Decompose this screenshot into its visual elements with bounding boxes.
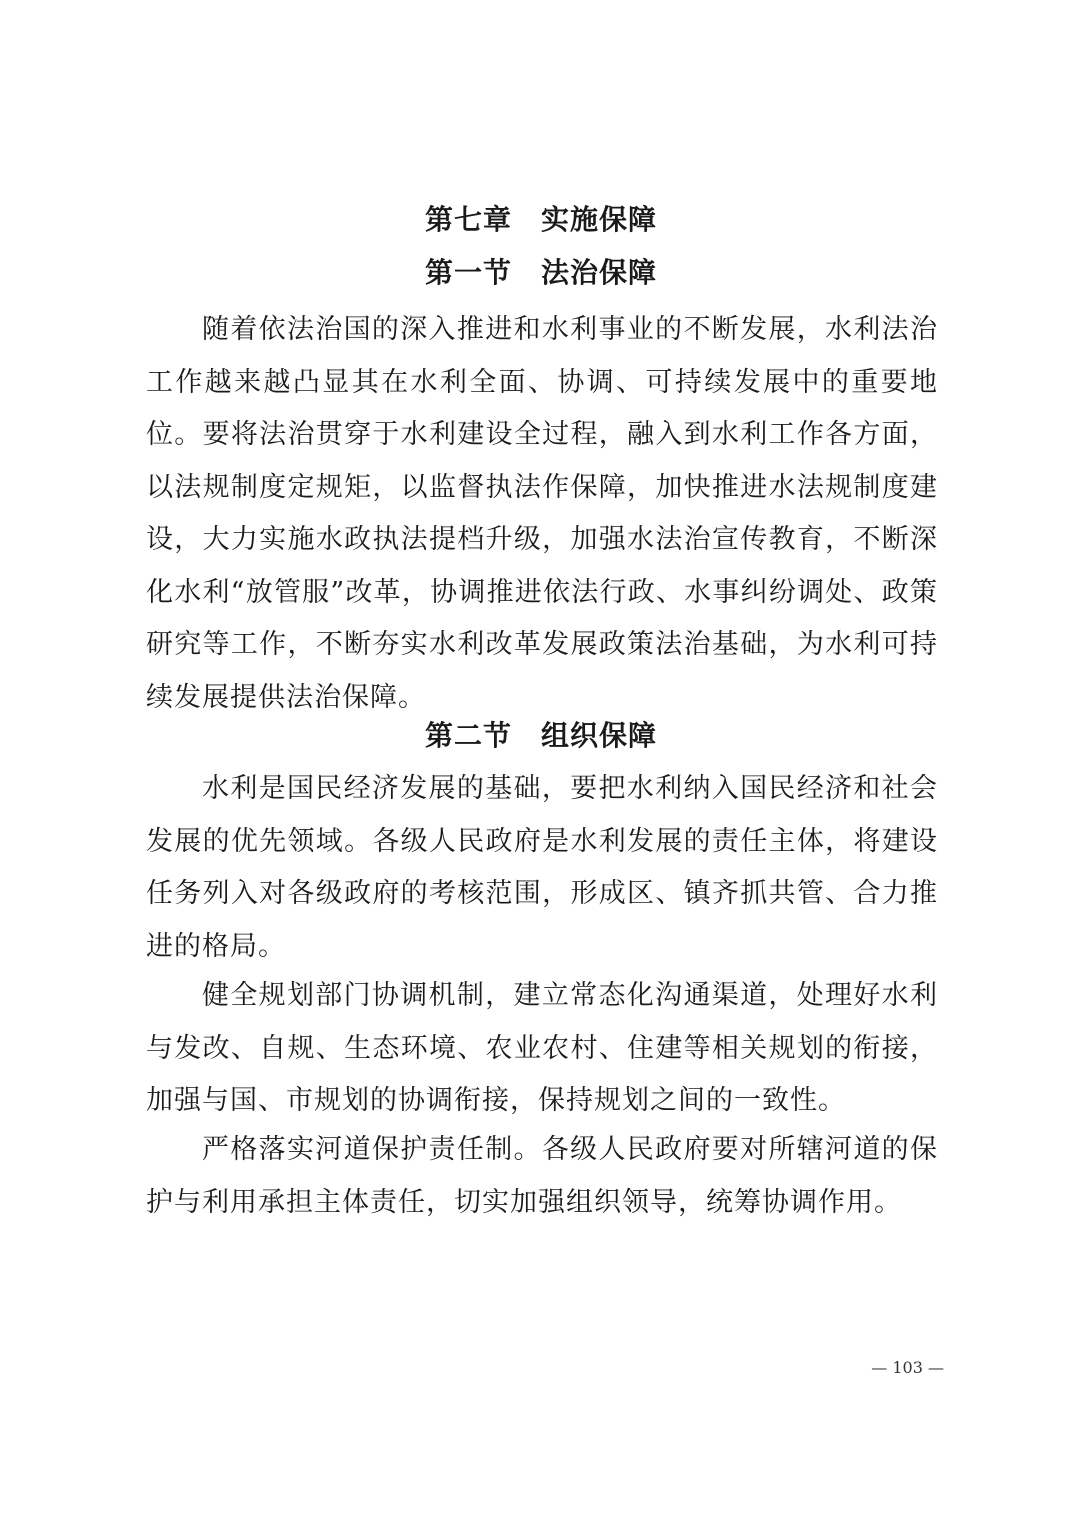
chapter-title: 第七章 实施保障 — [424, 203, 657, 236]
paragraph-river-protection: 严格落实河道保护责任制。各级人民政府要对所辖河道的保护与利用承担主体责任，切实加强组织领导，统筹协调作用。 — [146, 1134, 938, 1218]
page-number: — 103 — — [871, 1358, 944, 1377]
paragraph-coordination-mechanism: 健全规划部门协调机制，建立常态化沟通渠道，处理好水利与发改、自规、生态环境、农业农村、住建等相关规划的衔接，加强与国、市规划的协调衔接，保持规划之间的一致性。 — [146, 980, 938, 1116]
paragraph-organization-foundation: 水利是国民经济发展的基础，要把水利纳入国民经济和社会发展的优先领域。各级人民政府是水利发展的责任主体，将建设任务列入对各级政府的考核范围，形成区、镇齐抓共管、合力推进的格局。 — [146, 773, 938, 962]
section-title-rule-of-law: 第一节 法治保障 — [424, 256, 657, 289]
paragraph-rule-of-law: 随着依法治国的深入推进和水利事业的不断发展，水利法治工作越来越凸显其在水利全面、协调、可持续发展中的重要地位。要将法治贯穿于水利建设全过程，融入到水利工作各方面，以法规制度定规矩，以监督执法作保障，加快推进水法规制度建设，大力实施水政执法提档升级，加强水法治宣传教育，不断深化水利“放管服”改革，协调推进依法行政、水事纠纷调处、政策研究等工作，不断夯实水利改革发展政策法治基础，为水利可持续发展提供法治保障。 — [146, 314, 938, 713]
section-title-organization: 第二节 组织保障 — [424, 719, 657, 752]
